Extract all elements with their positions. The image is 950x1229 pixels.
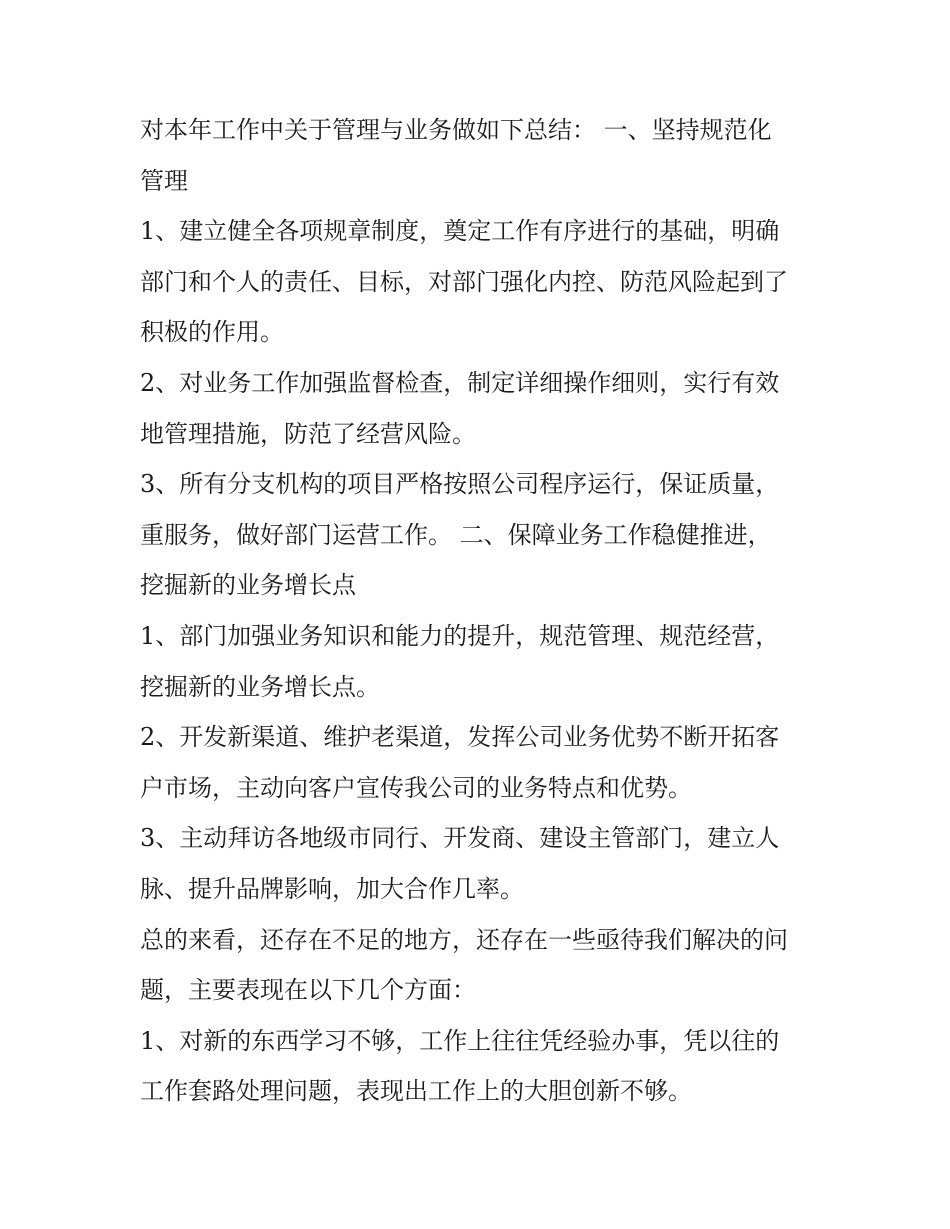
text-line: 2、开发新渠道、维护老渠道，发挥公司业务优势不断开拓客: [140, 723, 780, 752]
text-line: 2、对业务工作加强监督检查，制定详细操作细则，实行有效: [140, 368, 780, 397]
text-line: 1、对新的东西学习不够，工作上往往凭经验办事，凭以往的: [140, 1026, 780, 1055]
text-line: 对本年工作中关于管理与业务做如下总结： 一、坚持规范化: [140, 116, 772, 144]
text-line: 积极的作用。: [140, 318, 284, 347]
text-line: 脉、提升品牌影响，加大合作几率。: [140, 874, 524, 903]
text-line: 1、部门加强业务知识和能力的提升，规范管理、规范经营，: [140, 621, 780, 650]
document-body: [140, 105, 820, 1117]
text-line: 挖掘新的业务增长点。: [140, 672, 380, 701]
text-line: 总的来看，还存在不足的地方，还存在一些亟待我们解决的问: [140, 925, 788, 954]
text-line: 1、建立健全各项规章制度，奠定工作有序进行的基础，明确: [140, 217, 780, 246]
text-line: 挖掘新的业务增长点: [140, 571, 356, 600]
text-line: 工作套路处理问题，表现出工作上的大胆创新不够。: [140, 1077, 692, 1106]
text-line: 部门和个人的责任、目标，对部门强化内控、防范风险起到了: [140, 267, 788, 296]
text-line: 3、所有分支机构的项目严格按照公司程序运行，保证质量，: [140, 470, 780, 499]
text-line: 户市场，主动向客户宣传我公司的业务特点和优势。: [140, 773, 692, 802]
text-line: 3、主动拜访各地级市同行、开发商、建设主管部门，建立人: [140, 824, 780, 853]
text-line: 题，主要表现在以下几个方面：: [140, 976, 476, 1005]
text-line: 地管理措施，防范了经营风险。: [140, 419, 476, 448]
text-line: 重服务，做好部门运营工作。 二、保障业务工作稳健推进，: [140, 520, 772, 549]
text-line: 管理: [140, 166, 188, 195]
